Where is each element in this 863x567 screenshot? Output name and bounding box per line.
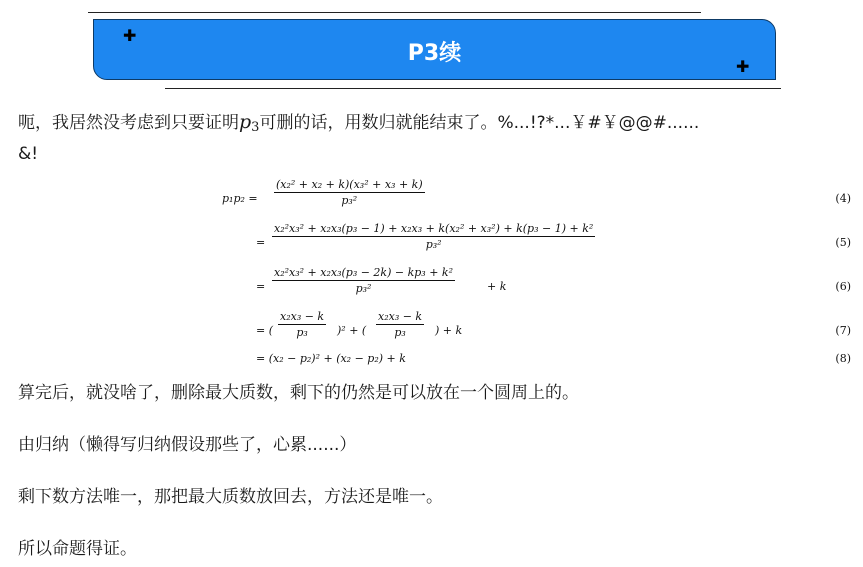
equation-number: (7) xyxy=(835,324,851,337)
paragraph-4: 剩下数方法唯一，那把最大质数放回去，方法还是唯一。 xyxy=(18,487,443,507)
paragraph-1-cont: &! xyxy=(18,144,39,164)
equation-number: (4) xyxy=(835,192,851,205)
paragraph-5: 所以命题得证。 xyxy=(18,539,137,559)
plus-icon: ✚ xyxy=(123,26,137,45)
paragraph-2: 算完后，就没啥了，删除最大质数，剩下的仍然是可以放在一个圆周上的。 xyxy=(18,383,579,403)
equation-number: (6) xyxy=(835,280,851,293)
bottom-rule xyxy=(165,88,781,89)
plus-icon: ✚ xyxy=(736,57,750,76)
equation-number: (5) xyxy=(835,236,851,249)
math-p3: $p_3$ xyxy=(239,111,260,135)
paragraph-1: 呃，我居然没考虑到只要证明$p_3$可删的话，用数归就能结束了。%...!?*...￥#￥@@#...... xyxy=(18,111,700,135)
equation-block: p₁p₂ = (x₂² + x₂ + k)(x₃² + x₃ + k) p₃² (4) = x₂²x₃² + x₂x₃(p₃ − 1) + x₂x₃ + k(x₂² + x₃²) + k(p₃ − 1) + k² p₃² (5) = x₂²x₃² + x₂x₃(p₃ − 2k) − kp₃ + k² p₃² + k (6) = ( x₂x₃ − k p₃ )² + ( x₂x₃ − k p₃ ) + k (7) = (x₂ − p₂)² + (x₂ − p₂) + k (8) xyxy=(222,178,851,365)
banner-title: P3续 xyxy=(407,41,462,66)
equation-number: (8) xyxy=(835,352,851,365)
top-rule xyxy=(88,12,701,13)
paragraph-3: 由归纳（懒得写归纳假设那些了，心累......） xyxy=(18,435,357,455)
section-banner xyxy=(93,19,776,80)
